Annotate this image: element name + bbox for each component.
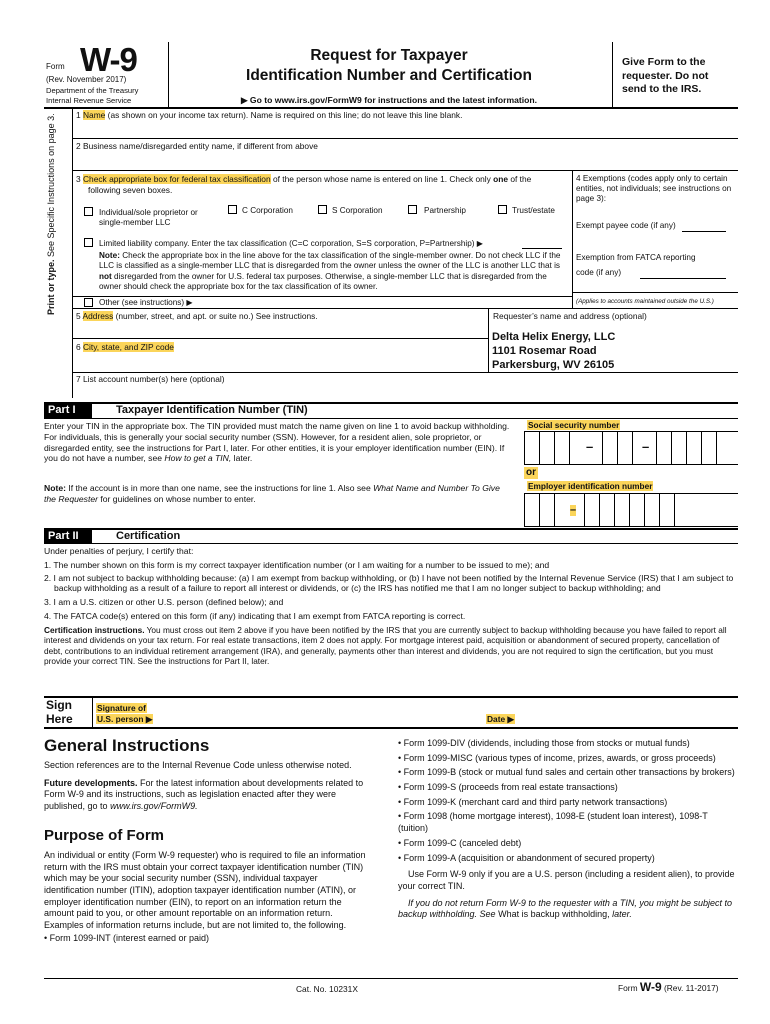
ein-field[interactable]	[524, 493, 738, 527]
form-label: Form	[46, 62, 65, 71]
bullet-misc: • Form 1099-MISC (various types of income, prizes, awards, or gross proceeds)	[398, 752, 716, 763]
ein-label: Employer identification number	[528, 481, 653, 491]
exempt-payee-field[interactable]	[682, 231, 726, 232]
bullet-a: • Form 1099-A (acquisition or abandonment of secured property)	[398, 852, 655, 863]
cert-instr-label: Certification instructions.	[44, 624, 145, 635]
ssn-label: Social security number	[528, 420, 620, 430]
cat-number: Cat. No. 10231X	[296, 984, 358, 994]
future-dev-url[interactable]: www.irs.gov/FormW9.	[110, 801, 198, 812]
form-number: W-9	[80, 41, 137, 78]
fatca-applies: (Applies to accounts maintained outside the U.S.)	[576, 298, 714, 305]
bullet-c: • Form 1099-C (canceled debt)	[398, 837, 522, 848]
name-field[interactable]	[76, 121, 736, 138]
bullet-int: • Form 1099-INT (interest earned or paid)	[44, 932, 210, 943]
partnership-checkbox[interactable]	[408, 205, 417, 214]
fatca-label-1: Exemption from FATCA reporting	[576, 253, 696, 262]
use-w9-text: Use Form W-9 only if you are a U.S. person (including a resident alien), to provide your correct TIN.	[398, 869, 735, 891]
line6-label: City, state, and ZIP code	[83, 342, 174, 352]
other-checkbox[interactable]	[84, 298, 93, 307]
llc-checkbox[interactable]	[84, 238, 93, 247]
signature-label-1: Signature of	[97, 703, 146, 713]
irs-label: Internal Revenue Service	[46, 96, 132, 105]
ssn-dash-1: –	[586, 439, 594, 454]
ein-dash: –	[570, 504, 577, 516]
bullet-b: • Form 1099-B (stock or mutual fund sales and certain other transactions by brokers)	[398, 767, 735, 778]
goto-instructions: ▶ Go to www.irs.gov/FormW9 for instructions and the latest information.	[240, 95, 538, 105]
sign-label: Sign	[46, 698, 72, 712]
line1-number: 1	[76, 110, 81, 120]
requester-city: Parkersburg, WV 26105	[492, 359, 615, 371]
account-field[interactable]	[76, 385, 736, 398]
partnership-label: Partnership	[424, 206, 466, 215]
ssn-dash-2: –	[642, 439, 650, 454]
scorp-label: S Corporation	[332, 206, 383, 215]
individual-checkbox[interactable]	[84, 207, 93, 216]
if-not-return: If you do not return Form W-9 to the requester with a TIN, you might be subject to backup withholding. See	[398, 897, 732, 920]
line1-desc: (as shown on your income tax return). Name is required on this line; do not leave this line blank.	[107, 110, 463, 120]
note-text-2: disregarded from the owner for U.S. federal tax purposes. Otherwise, a single-member LLC that is disregarded from the owner should check the appropriate box for the tax classification of its owner.	[99, 271, 547, 291]
cert-item-3: 3. I am a U.S. citizen or other U.S. person (defined below); and	[44, 597, 284, 608]
signature-field[interactable]	[160, 699, 480, 725]
ssn-field[interactable]	[524, 431, 738, 465]
line2-label: 2 Business name/disregarded entity name, if different from above	[76, 141, 318, 151]
bullet-div: • Form 1099-DIV (dividends, including those from stocks or mutual funds)	[398, 738, 690, 748]
form-title-1: Request for Taxpayer	[310, 47, 468, 64]
print-or-type: Print or type.	[46, 259, 56, 315]
line3-desc-b: of the	[510, 174, 532, 184]
requester-label: Requester’s name and address (optional)	[493, 311, 647, 321]
part1-text: Enter your TIN in the appropriate box. The TIN provided must match the name given on line 1 to avoid backup withholding. For individuals, this is generally your social security number (SSN). However, for a resident alien, sole proprietor, or disregarded entity, see the instructions for Part I, later. For other entities, it is your employer identification number (EIN). If you do not have a number, see	[44, 421, 510, 464]
part2-title: Certification	[116, 530, 181, 542]
general-title: General Instructions	[44, 736, 210, 755]
requester-street: 1101 Rosemar Road	[492, 345, 597, 357]
fatca-label-2: code (if any)	[576, 268, 622, 277]
exemptions-title: 4 Exemptions (codes apply only to certain entities, not individuals; see instructions on page 3):	[576, 174, 732, 203]
cert-item-4: 4. The FATCA code(s) entered on this form (if any) indicating that I am exempt from FATCA reporting is correct.	[44, 611, 466, 622]
form-title-2: Identification Number and Certification	[246, 67, 532, 84]
department: Department of the Treasury	[46, 86, 139, 95]
individual-label: Individual/sole proprietor or single-member LLC	[99, 208, 198, 227]
purpose-text: An individual or entity (Form W-9 requester) who is required to file an information return with the IRS must obtain your correct taxpayer identification number (TIN) which may be your social security number (SSN), individual taxpayer identification number (ITIN), adoption taxpayer identification number (ATIN), or employer identification number (EIN), to report on an information return the amount paid to you, or other amount reportable on an information return. Examples of information returns include, but are not limited to, the following.	[44, 850, 366, 931]
requester-name: Delta Helix Energy, LLC	[492, 331, 616, 343]
trust-label: Trust/estate	[512, 206, 555, 215]
part1-label: Part I	[44, 403, 92, 418]
line3-desc-2: following seven boxes.	[88, 185, 173, 195]
give-form-note: Give Form to the requester. Do not send to the IRS.	[622, 56, 709, 96]
revision: (Rev. November 2017)	[46, 75, 127, 84]
line1-label: Name	[83, 110, 106, 120]
note-label: Note:	[99, 251, 120, 260]
cert-intro: Under penalties of perjury, I certify that:	[44, 546, 194, 556]
part1-note-label: Note:	[44, 483, 66, 493]
line6-number: 6	[76, 342, 81, 352]
bullet-k: • Form 1099-K (merchant card and third party network transactions)	[398, 796, 668, 807]
footer-form-num: W-9	[639, 980, 662, 994]
cert-instr-text: You must cross out item 2 above if you have been notified by the IRS that you are currently subject to backup withholding because you have failed to report all interest and dividends on your tax return. For real estate transactions, item 2 does not apply. For mortgage interest paid, acquisition or abandonment of secured property, cancellation of debt, contributions to an individual retirement arrangement (IRA), and generally, payments other than interest and dividends, you are not required to sign the certification, but you must provide your correct TIN. See the instructions for Part II, later.	[44, 624, 727, 667]
city-field[interactable]	[76, 354, 484, 370]
date-label: Date ▶	[487, 714, 514, 724]
llc-label: Limited liability company. Enter the tax classification (C=C corporation, S=S corporation, P=Partnership) ▶	[99, 239, 484, 248]
part1-text-italic: How to get a TIN,	[164, 453, 232, 464]
part1-note-italic: What Name and Number To Give the Requester	[44, 483, 500, 504]
exempt-payee-label: Exempt payee code (if any)	[576, 221, 676, 230]
see-specific: See Specific Instructions on page 3.	[46, 113, 56, 257]
cert-item-2: 2. I am not subject to backup withholding because: (a) I am exempt from backup withholding, or (b) I have not been notified by the Internal Revenue Service (IRS) that I am subject to backup withholding as a result of a failure to report all interest or dividends, or (c) the IRS has notified me that I am no longer subject to backup withholding; and	[44, 572, 734, 594]
line3-one: one	[493, 174, 509, 184]
purpose-title: Purpose of Form	[44, 827, 165, 844]
general-p1: Section references are to the Internal Revenue Code unless otherwise noted.	[44, 760, 352, 770]
line3-number: 3	[76, 174, 81, 184]
part2-label: Part II	[44, 529, 92, 544]
llc-classification-field[interactable]	[522, 248, 562, 249]
cert-item-1: 1. The number shown on this form is my correct taxpayer identification number (or I am waiting for a number to be issued to me); and	[44, 559, 550, 570]
line3-desc-a: of the person whose name is entered on line 1. Check only	[272, 174, 491, 184]
here-label: Here	[46, 712, 73, 726]
future-dev-text: For the latest information about developments related to Form W-9 and its instructions, such as legislation enacted after they were published, go to	[44, 777, 364, 812]
scorp-checkbox[interactable]	[318, 205, 327, 214]
ccorp-checkbox[interactable]	[228, 205, 237, 214]
line5-label: Address	[82, 311, 114, 321]
line5-desc: (number, street, and apt. or suite no.) See instructions.	[115, 311, 318, 321]
part1-title: Taxpayer Identification Number (TIN)	[116, 404, 308, 416]
signature-label-2: U.S. person ▶	[97, 714, 153, 724]
part1-text-end: later.	[233, 453, 253, 464]
if-not-return-end: What is backup withholding,	[498, 909, 610, 920]
footer-rev: (Rev. 11-2017)	[663, 983, 719, 993]
trust-checkbox[interactable]	[498, 205, 507, 214]
part1-note: If the account is in more than one name, see the instructions for line 1. Also see	[68, 483, 371, 493]
ccorp-label: C Corporation	[242, 206, 293, 215]
bullet-1098: • Form 1098 (home mortgage interest), 1098-E (student loan interest), 1098-T (tuition)	[398, 811, 708, 834]
future-dev-label: Future developments.	[44, 777, 138, 788]
business-name-field[interactable]	[76, 152, 736, 169]
line5-number: 5	[76, 311, 81, 321]
note-not: not	[99, 271, 112, 281]
other-label: Other (see instructions) ▶	[99, 298, 193, 307]
note-text: Check the appropriate box in the line above for the tax classification of the single-member owner. Do not check LLC if the LLC is classified as a single-member LLC that is disregarded from the owner unless the owner of the LLC is another LLC that is	[99, 251, 561, 271]
part1-note-end: for guidelines on whose number to enter.	[100, 493, 256, 504]
bullet-s: • Form 1099-S (proceeds from real estate transactions)	[398, 782, 618, 793]
date-field[interactable]	[520, 699, 736, 725]
if-not-later: later.	[612, 909, 632, 920]
footer-form: Form	[618, 983, 638, 993]
fatca-field[interactable]	[640, 278, 726, 279]
address-field[interactable]	[76, 322, 484, 338]
or-label: or	[526, 467, 536, 478]
line3-label: Check appropriate box for federal tax classification	[83, 174, 271, 184]
line7-label: 7 List account number(s) here (optional)	[76, 374, 225, 384]
